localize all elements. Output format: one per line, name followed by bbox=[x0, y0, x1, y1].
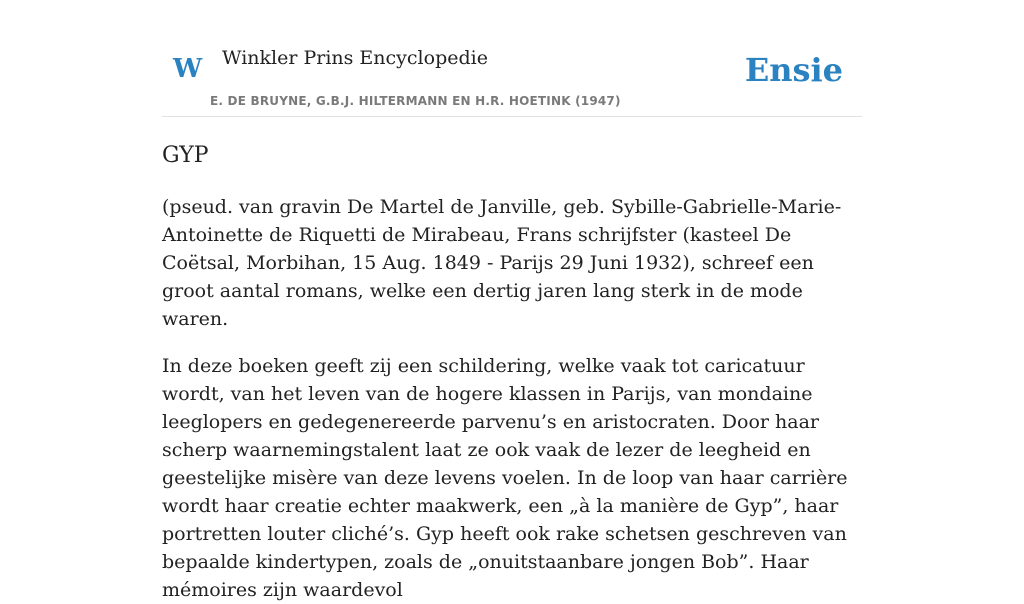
page bbox=[162, 0, 862, 601]
article-paragraph: (pseud. van gravin De Martel de Janville, geb. Sybille-Gabrielle-Marie-Antoinette de Riquetti de Mirabeau, Frans schrijfster (kasteel De Coëtsal, Morbihan, 15 Aug. 1849 - Parijs 29 Juni 1932), schreef een groot aantal romans, welke een dertig jaren lang sterk in de mode waren. bbox=[162, 196, 842, 330]
authors-credit: E. DE BRUYNE, G.B.J. HILTERMANN EN H.R. HOETINK (1947) bbox=[210, 94, 621, 108]
brand-logo[interactable]: Ensie bbox=[744, 51, 843, 89]
article-title: GYP bbox=[162, 143, 209, 168]
logo-w-icon[interactable]: W bbox=[173, 54, 203, 84]
article-paragraph: In deze boeken geeft zij een schildering, welke vaak tot caricatuur wordt, van het leven van de hogere klassen in Parijs, van mondaine leeglopers en gedegenereerde parvenu’s en aristocraten. Door haar scherp waarnemingstalent laat ze ook vaak de lezer de leegheid en geestelijke misère van deze levens voelen. In de loop van haar carrière wordt haar creatie echter maakwerk, een „à la manière de Gyp”, haar portretten louter cliché’s. Gyp heeft ook rake schetsen geschreven van bepaalde kindertypen, zoals de „onuitstaanbare jongen Bob”. Haar mémoires zijn waardevol bbox=[162, 355, 848, 601]
site-title[interactable]: Winkler Prins Encyclopedie bbox=[222, 47, 488, 69]
site-header bbox=[162, 0, 862, 117]
